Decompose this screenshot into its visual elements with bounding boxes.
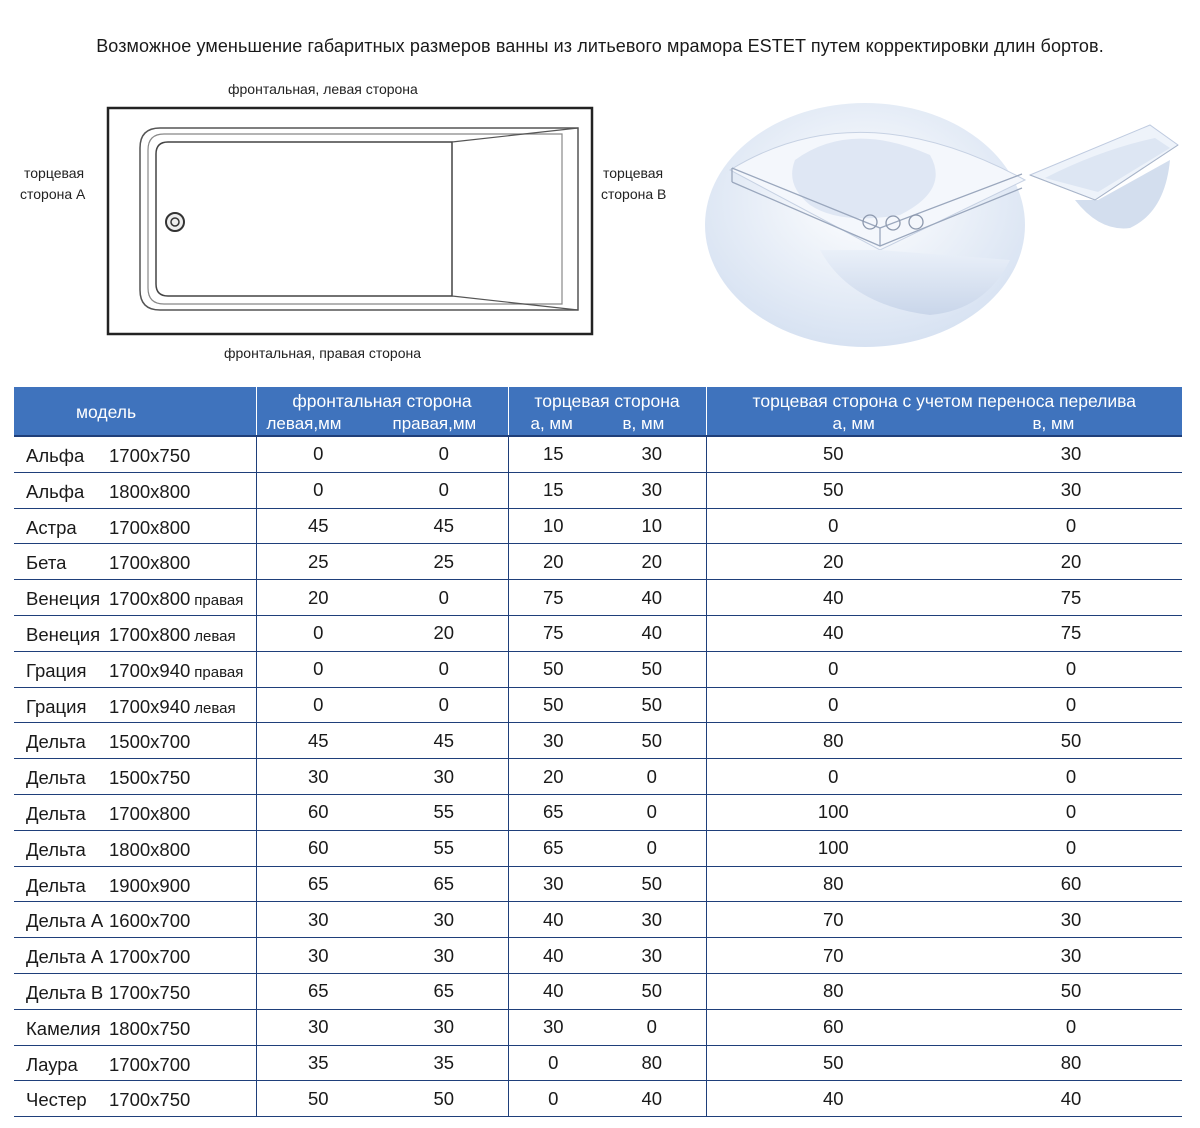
header-end-b: в, мм	[622, 414, 665, 433]
model-size: 1700х750	[109, 445, 191, 466]
front-left-value: 0	[256, 687, 380, 723]
front-right-value: 65	[380, 866, 508, 902]
table-row	[14, 866, 1182, 902]
model-size-wrap	[109, 1018, 190, 1040]
end-b-value: 30	[598, 436, 706, 472]
overflow-a-value: 80	[706, 723, 960, 759]
overflow-a-value: 100	[706, 794, 960, 830]
model-side: правая	[194, 663, 244, 681]
end-b-value: 50	[598, 866, 706, 902]
model-name: Дельта А	[26, 946, 104, 968]
model-size: 1700х750	[109, 981, 191, 1003]
overflow-b-value: 0	[960, 759, 1182, 795]
model-name: Дельта	[26, 838, 86, 860]
front-right-value: 50	[380, 1081, 508, 1117]
table-row	[14, 580, 1182, 616]
overflow-a-value: 70	[706, 902, 960, 938]
table-row	[14, 436, 1182, 472]
front-left-value: 45	[256, 508, 380, 544]
end-b-value: 30	[598, 472, 706, 508]
model-name: Венеция	[26, 623, 101, 645]
model-size: 1700х800	[109, 552, 191, 574]
model-name: Дельта	[26, 767, 86, 789]
header-front-left: левая,мм	[266, 414, 342, 433]
model-size-wrap	[109, 982, 190, 1004]
model-size-wrap	[109, 588, 243, 610]
front-left-value: 30	[256, 938, 380, 974]
model-side: левая	[194, 699, 236, 717]
overflow-a-value: 40	[706, 615, 960, 651]
model-size-wrap	[109, 1054, 190, 1076]
model-size: 1500х750	[109, 767, 191, 789]
model-cell	[14, 938, 256, 974]
model-size: 1700х800	[109, 623, 191, 645]
model-name: Честер	[26, 1089, 87, 1111]
overflow-b-value: 30	[960, 436, 1182, 472]
front-left-value: 0	[256, 472, 380, 508]
end-a-value: 15	[508, 436, 598, 472]
overflow-a-value: 50	[706, 1045, 960, 1081]
model-size-wrap	[109, 910, 190, 932]
model-size: 1700х940	[109, 659, 191, 681]
model-name: Астра	[26, 516, 77, 538]
end-a-value: 20	[508, 544, 598, 580]
end-b-value: 50	[598, 651, 706, 687]
model-size-wrap	[109, 1089, 190, 1111]
diagram-left-label-2: сторона А	[20, 186, 86, 202]
table-row	[14, 508, 1182, 544]
front-left-value: 50	[256, 1081, 380, 1117]
end-a-value: 50	[508, 687, 598, 723]
header-model: модель	[76, 402, 137, 422]
table-header-row	[14, 387, 1182, 436]
diagram-right-label-1: торцевая	[603, 165, 664, 181]
overflow-b-value: 40	[960, 1081, 1182, 1117]
model-name: Альфа	[26, 480, 85, 502]
header-end: торцевая сторона	[534, 391, 680, 411]
model-size-wrap	[109, 767, 190, 789]
model-cell	[14, 1009, 256, 1045]
table-row	[14, 973, 1182, 1009]
front-left-value: 0	[256, 615, 380, 651]
front-right-value: 20	[380, 615, 508, 651]
model-cell	[14, 615, 256, 651]
end-b-value: 10	[598, 508, 706, 544]
overflow-b-value: 0	[960, 651, 1182, 687]
end-a-value: 10	[508, 508, 598, 544]
front-left-value: 0	[256, 436, 380, 472]
table-row	[14, 472, 1182, 508]
overflow-a-value: 80	[706, 866, 960, 902]
front-right-value: 55	[380, 794, 508, 830]
overflow-b-value: 0	[960, 1009, 1182, 1045]
model-size: 1800х800	[109, 838, 191, 860]
model-name: Дельта	[26, 802, 86, 824]
front-left-value: 65	[256, 973, 380, 1009]
model-size: 1800х800	[109, 480, 191, 502]
front-left-value: 30	[256, 759, 380, 795]
front-right-value: 30	[380, 902, 508, 938]
model-size-wrap	[109, 946, 190, 968]
front-left-value: 35	[256, 1045, 380, 1081]
model-name: Венеция	[26, 588, 101, 610]
end-b-value: 30	[598, 938, 706, 974]
model-cell	[14, 1045, 256, 1081]
end-b-value: 30	[598, 902, 706, 938]
model-name: Дельта В	[26, 981, 104, 1003]
front-left-value: 30	[256, 1009, 380, 1045]
model-size: 1600х700	[109, 910, 191, 932]
overflow-a-value: 40	[706, 580, 960, 616]
model-cell	[14, 902, 256, 938]
overflow-a-value: 70	[706, 938, 960, 974]
front-right-value: 45	[380, 723, 508, 759]
end-b-value: 50	[598, 973, 706, 1009]
table-row	[14, 651, 1182, 687]
end-b-value: 0	[598, 759, 706, 795]
model-size: 1900х900	[109, 874, 191, 896]
bathtub-3d-illustration	[700, 100, 1190, 350]
overflow-b-value: 0	[960, 830, 1182, 866]
overflow-b-value: 30	[960, 938, 1182, 974]
end-b-value: 80	[598, 1045, 706, 1081]
front-left-value: 30	[256, 902, 380, 938]
overflow-b-value: 75	[960, 580, 1182, 616]
end-a-value: 50	[508, 651, 598, 687]
front-left-value: 0	[256, 651, 380, 687]
model-size-wrap	[109, 660, 243, 682]
overflow-b-value: 0	[960, 794, 1182, 830]
table-row	[14, 830, 1182, 866]
end-a-value: 40	[508, 973, 598, 1009]
model-cell	[14, 794, 256, 830]
model-side: правая	[194, 592, 244, 610]
overflow-a-value: 100	[706, 830, 960, 866]
overflow-b-value: 50	[960, 723, 1182, 759]
end-a-value: 30	[508, 866, 598, 902]
header-overflow-b: в, мм	[1032, 414, 1075, 433]
end-b-value: 0	[598, 794, 706, 830]
model-cell	[14, 687, 256, 723]
model-cell	[14, 759, 256, 795]
model-cell	[14, 1081, 256, 1117]
diagram-top-label: фронтальная, левая сторона	[228, 81, 418, 97]
overflow-b-value: 80	[960, 1045, 1182, 1081]
header-front-cell	[256, 387, 508, 436]
end-b-value: 0	[598, 830, 706, 866]
table-row	[14, 615, 1182, 651]
table-row	[14, 759, 1182, 795]
header-overflow-cell	[706, 387, 1182, 436]
overflow-b-value: 30	[960, 902, 1182, 938]
model-size-wrap	[109, 839, 190, 861]
overflow-a-value: 40	[706, 1081, 960, 1117]
model-cell	[14, 651, 256, 687]
front-right-value: 25	[380, 544, 508, 580]
header-overflow-a: а, мм	[832, 414, 875, 433]
model-size: 1700х750	[109, 1089, 191, 1111]
overflow-a-value: 0	[706, 508, 960, 544]
diagram-left-label-1: торцевая	[24, 165, 85, 181]
model-size-wrap	[109, 875, 190, 897]
end-b-value: 40	[598, 580, 706, 616]
overflow-b-value: 75	[960, 615, 1182, 651]
model-size: 1700х700	[109, 946, 191, 968]
front-left-value: 60	[256, 830, 380, 866]
table-row	[14, 794, 1182, 830]
front-right-value: 0	[380, 687, 508, 723]
table-row	[14, 1081, 1182, 1117]
front-left-value: 20	[256, 580, 380, 616]
front-right-value: 0	[380, 472, 508, 508]
model-cell	[14, 472, 256, 508]
model-size: 1800х750	[109, 1017, 191, 1039]
overflow-b-value: 0	[960, 687, 1182, 723]
model-name: Камелия	[26, 1017, 101, 1039]
model-size: 1700х800	[109, 802, 191, 824]
end-b-value: 40	[598, 615, 706, 651]
header-end-a: а, мм	[530, 414, 573, 433]
model-cell	[14, 723, 256, 759]
model-size: 1500х700	[109, 731, 191, 753]
table-row	[14, 723, 1182, 759]
end-b-value: 20	[598, 544, 706, 580]
model-name: Грация	[26, 659, 87, 681]
overflow-b-value: 0	[960, 508, 1182, 544]
model-name: Бета	[26, 552, 67, 574]
table-row	[14, 544, 1182, 580]
overflow-a-value: 20	[706, 544, 960, 580]
end-a-value: 65	[508, 830, 598, 866]
model-size: 1700х940	[109, 695, 191, 717]
header-model-cell	[14, 387, 256, 436]
end-a-value: 40	[508, 902, 598, 938]
end-a-value: 30	[508, 1009, 598, 1045]
model-name: Дельта	[26, 731, 86, 753]
overflow-b-value: 30	[960, 472, 1182, 508]
front-left-value: 45	[256, 723, 380, 759]
overflow-a-value: 0	[706, 759, 960, 795]
header-front-right: правая,мм	[392, 414, 477, 433]
front-right-value: 30	[380, 759, 508, 795]
model-cell	[14, 830, 256, 866]
end-a-value: 75	[508, 580, 598, 616]
model-name: Грация	[26, 695, 87, 717]
model-cell	[14, 973, 256, 1009]
model-size: 1700х700	[109, 1053, 191, 1075]
dimension-table	[14, 387, 1182, 1117]
end-b-value: 0	[598, 1009, 706, 1045]
model-size-wrap	[109, 481, 190, 503]
header-end-cell	[508, 387, 706, 436]
overflow-a-value: 80	[706, 973, 960, 1009]
overflow-a-value: 60	[706, 1009, 960, 1045]
model-name: Дельта А	[26, 910, 104, 932]
diagram-bottom-label: фронтальная, правая сторона	[224, 345, 422, 361]
front-right-value: 30	[380, 938, 508, 974]
header-overflow: торцевая сторона с учетом переноса перелива	[752, 391, 1136, 411]
end-a-value: 65	[508, 794, 598, 830]
overflow-a-value: 0	[706, 687, 960, 723]
overflow-a-value: 50	[706, 436, 960, 472]
model-size-wrap	[109, 803, 190, 825]
page-title: Возможное уменьшение габаритных размеров ванны из литьевого мрамора ESTET путем корректировки длин бортов.	[96, 36, 1104, 56]
diagram-right-label-2: сторона В	[601, 186, 667, 202]
end-a-value: 20	[508, 759, 598, 795]
front-left-value: 65	[256, 866, 380, 902]
model-name: Лаура	[26, 1053, 78, 1075]
front-right-value: 0	[380, 580, 508, 616]
table-row	[14, 687, 1182, 723]
model-cell	[14, 866, 256, 902]
model-size: 1700х800	[109, 516, 191, 538]
model-cell	[14, 508, 256, 544]
overflow-b-value: 60	[960, 866, 1182, 902]
front-left-value: 25	[256, 544, 380, 580]
overflow-b-value: 50	[960, 973, 1182, 1009]
end-a-value: 15	[508, 472, 598, 508]
model-side: левая	[194, 627, 236, 645]
table-row	[14, 1045, 1182, 1081]
model-size-wrap	[109, 552, 190, 574]
front-right-value: 30	[380, 1009, 508, 1045]
model-cell	[14, 580, 256, 616]
header-front: фронтальная сторона	[292, 391, 472, 411]
end-b-value: 50	[598, 723, 706, 759]
front-right-value: 45	[380, 508, 508, 544]
table-row	[14, 1009, 1182, 1045]
front-right-value: 65	[380, 973, 508, 1009]
overflow-a-value: 50	[706, 472, 960, 508]
overflow-b-value: 20	[960, 544, 1182, 580]
model-size-wrap	[109, 696, 236, 718]
front-left-value: 60	[256, 794, 380, 830]
model-name: Дельта	[26, 874, 86, 896]
model-size: 1700х800	[109, 588, 191, 610]
end-b-value: 50	[598, 687, 706, 723]
model-name: Альфа	[26, 445, 85, 466]
model-cell	[14, 544, 256, 580]
end-a-value: 30	[508, 723, 598, 759]
front-right-value: 0	[380, 651, 508, 687]
front-right-value: 0	[380, 436, 508, 472]
table-row	[14, 902, 1182, 938]
front-right-value: 35	[380, 1045, 508, 1081]
end-b-value: 40	[598, 1081, 706, 1117]
bathtub-top-view-diagram	[100, 100, 600, 340]
end-a-value: 40	[508, 938, 598, 974]
end-a-value: 0	[508, 1045, 598, 1081]
model-size-wrap	[109, 517, 190, 539]
end-a-value: 0	[508, 1081, 598, 1117]
model-cell	[14, 436, 256, 472]
table-row	[14, 938, 1182, 974]
front-right-value: 55	[380, 830, 508, 866]
model-size-wrap	[109, 624, 236, 646]
overflow-a-value: 0	[706, 651, 960, 687]
end-a-value: 75	[508, 615, 598, 651]
model-size-wrap	[109, 731, 190, 753]
model-size-wrap	[109, 445, 190, 467]
